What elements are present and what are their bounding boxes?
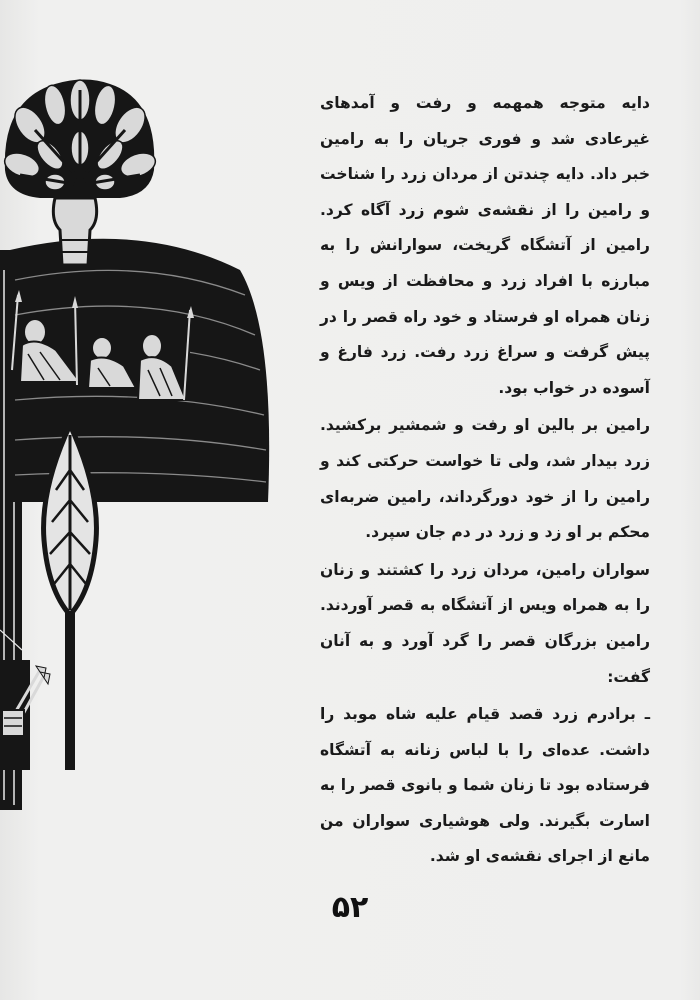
paragraph-1: دایه متوجه همهمه و رفت و آمدهای غیرعادی شد و فوری جریان را به رامین خبر داد. دایه چندتن از مردان زرد را شناخت و رامین را از نقشه‌ی شوم زرد آگاه کرد. رامین از آتشگاه گریخت، سوارانش را به مبارزه با افراد زرد و محافظت از ویس و زنان همراه او فرستاد و خود راه قصر را در پیش گرفت و سراغ زرد رفت. زرد فارغ و آسوده در خواب بود. — [320, 94, 650, 397]
paragraph-2: رامین بر بالین او رفت و شمشیر برکشید. زرد بیدار شد، ولی تا خواست حرکتی کند و رامین را از خود دورگرداند، رامین ضربه‌ای محکم بر او زد و زرد در دم جان سپرد. — [320, 416, 650, 542]
story-text — [320, 86, 650, 875]
page-number: ۵۲ — [331, 890, 369, 925]
illustration-woodcut — [0, 70, 280, 830]
paragraph-4: ـ برادرم زرد قصد قیام علیه شاه موبد را داشت. عده‌ای را با لباس زنانه به آتشگاه فرستاده بود تا زنان شما و بانوی قصر را به اسارت بگیرند. ولی هوشیاری سواران من مانع از اجرای نقشه‌ی او شد. — [320, 705, 650, 866]
paragraph-3: سواران رامین، مردان زرد را کشتند و زنان را به همراه ویس از آتشگاه به قصر آوردند. رامین بزرگان قصر را گرد آورد و به آنان گفت: — [320, 560, 650, 686]
stylized-tree-icon — [1, 80, 158, 266]
quiver-arrows-icon — [0, 660, 50, 770]
cypress-tree-icon — [44, 425, 97, 770]
